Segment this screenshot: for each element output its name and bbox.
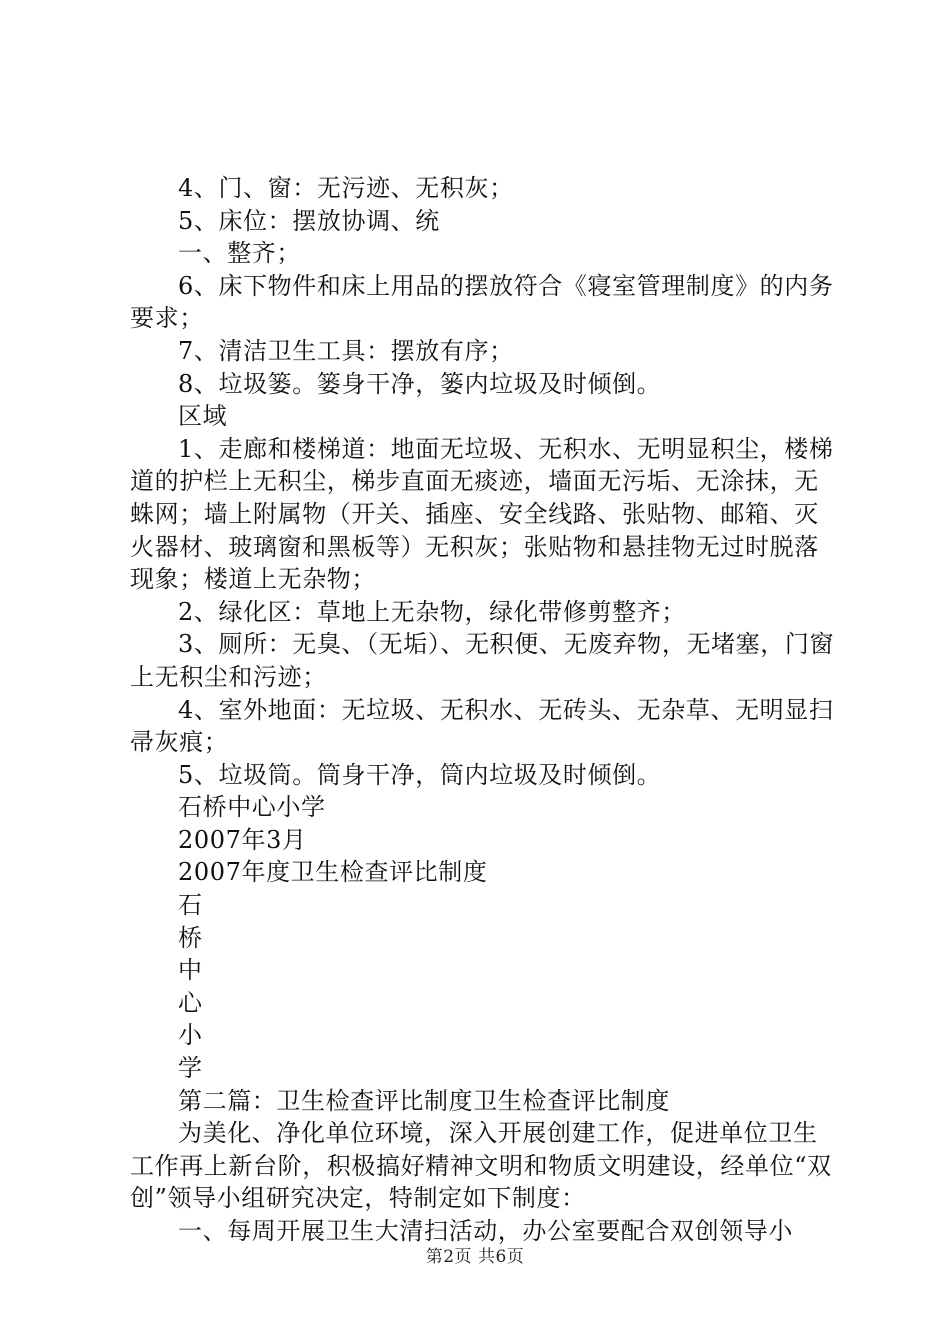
paragraph: 学 <box>178 1054 203 1083</box>
paragraph: 一、每周开展卫生大清扫活动，办公室要配合双创领导小 <box>178 1217 793 1245</box>
paragraph: 6、床下物件和床上用品的摆放符合《寝室管理制度》的内务要求； <box>130 271 834 333</box>
paragraph: 石 <box>178 891 203 920</box>
paragraph: 2007年3月 <box>178 825 307 854</box>
paragraph: 4、门、窗：无污迹、无积灰； <box>178 174 514 202</box>
paragraph: 中 <box>178 956 203 985</box>
paragraph: 石桥中心小学 <box>178 793 326 822</box>
paragraph: 心 <box>178 988 203 1017</box>
paragraph: 1、走廊和楼梯道：地面无垃圾、无积水、无明显积尘，楼梯道的护栏上无积尘，梯步直面无痰迹，墙面无污垢、无涂抹，无蛛网；墙上附属物（开关、插座、安全线路、张贴物、邮箱、灭火器材、玻璃窗和黑板等）无积灰；张贴物和悬挂物无过时脱落现象；楼道上无杂物； <box>130 434 834 594</box>
paragraph: 小 <box>178 1021 203 1050</box>
document-body <box>130 172 836 1248</box>
paragraph: 4、室外地面：无垃圾、无积水、无砖头、无杂草、无明显扫帚灰痕； <box>130 695 834 757</box>
paragraph: 7、清洁卫生工具：摆放有序； <box>178 336 514 365</box>
paragraph: 5、床位：摆放协调、统 <box>178 206 440 235</box>
paragraph: 2、绿化区：草地上无杂物，绿化带修剪整齐； <box>178 597 686 626</box>
paragraph: 8、垃圾篓。篓身干净，篓内垃圾及时倾倒。 <box>178 369 662 398</box>
paragraph: 2007年度卫生检查评比制度 <box>178 858 488 887</box>
paragraph: 3、厕所：无臭、（无垢）、无积便、无废弃物，无堵塞，门窗上无积尘和污迹； <box>130 630 835 691</box>
paragraph: 一、整齐； <box>178 239 301 268</box>
page-footer: 第2页 共6页 <box>425 1247 525 1267</box>
paragraph: 5、垃圾筒。筒身干净，筒内垃圾及时倾倒。 <box>178 760 662 789</box>
paragraph: 区域 <box>178 402 228 431</box>
paragraph: 第二篇：卫生检查评比制度卫生检查评比制度 <box>178 1086 670 1115</box>
paragraph: 桥 <box>178 923 203 952</box>
paragraph: 为美化、净化单位环境，深入开展创建工作，促进单位卫生工作再上新台阶，积极搞好精神文明和物质文明建设，经单位“双创”领导小组研究决定，特制定如下制度： <box>130 1119 832 1213</box>
